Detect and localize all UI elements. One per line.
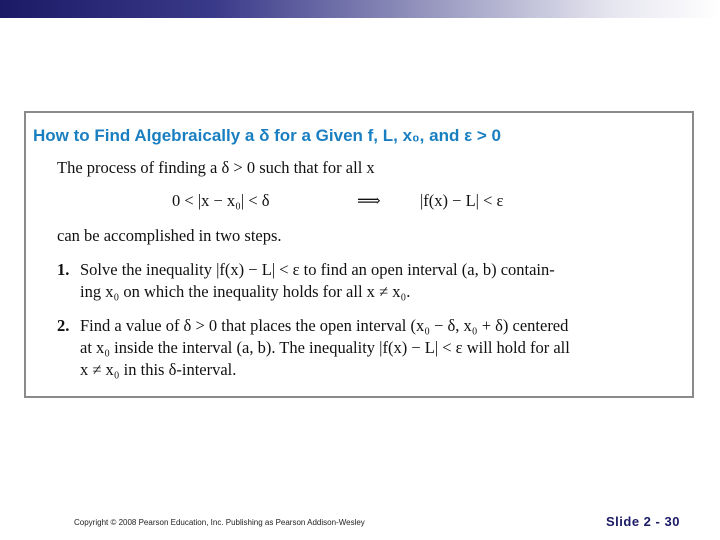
step-1-line-2: ing x₀ on which the inequality holds for all x ≠ x₀. xyxy=(80,282,411,301)
title-bar-gradient xyxy=(0,0,720,18)
step-2-line-3: x ≠ x₀ in this δ-interval. xyxy=(80,360,237,379)
display-conclusion: |f(x) − L| < ε xyxy=(420,191,504,210)
display-condition: 0 < |x − x₀| < δ xyxy=(172,191,270,210)
step-1-number: 1. xyxy=(57,260,70,279)
box-heading: How to Find Algebraically a δ for a Given f, L, x₀, and ε > 0 xyxy=(33,126,501,145)
step-2-number: 2. xyxy=(57,316,70,335)
steps-intro: can be accomplished in two steps. xyxy=(57,226,282,245)
slide-number: Slide 2 - 30 xyxy=(606,514,680,529)
implies-arrow: ⟹ xyxy=(357,191,381,210)
copyright-notice: Copyright © 2008 Pearson Education, Inc. Publishing as Pearson Addison-Wesley xyxy=(74,518,365,527)
step-2-line-1: Find a value of δ > 0 that places the open interval (x₀ − δ, x₀ + δ) centered xyxy=(80,316,569,335)
step-2-line-2: at x₀ inside the interval (a, b). The inequality |f(x) − L| < ε will hold for all xyxy=(80,338,570,357)
step-1-line-1: Solve the inequality |f(x) − L| < ε to find an open interval (a, b) contain- xyxy=(80,260,555,279)
intro-text: The process of finding a δ > 0 such that for all x xyxy=(57,158,375,177)
